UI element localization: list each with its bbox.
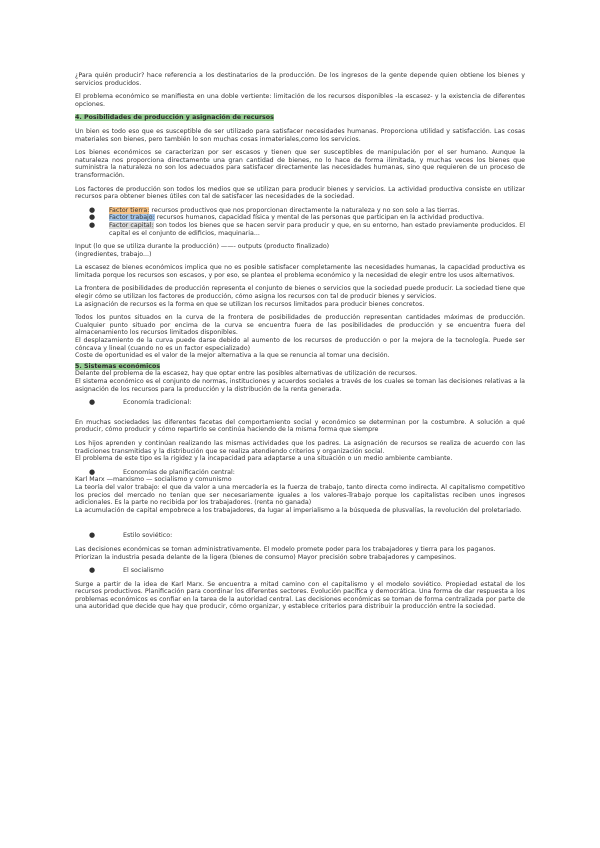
factor-text: recursos humanos, capacidad física y mental de las personas que participan en la actividad productiva. [154,214,485,222]
paragraph-bienes-economicos: Los bienes económicos se caracterizan por ser escasos y tienen que ser susceptibles de manipulación por el ser humano. Aunque la naturaleza nos proporciona directamente una gran cantidad de bienes, no lo hace de forma ilimitada, y muchas veces los bienes que suministra la naturaleza no son los adecuados para satisfacer directamente las necesidades humanas, sino que requieren de un proceso de transformación. [75,149,525,179]
factor-term: Factor trabajo: [109,214,155,222]
paragraph-input-output: Input (lo que se utiliza durante la producción) ——- outputs (producto finalizado) [75,243,330,251]
paragraph-bien: Un bien es todo eso que es susceptible de ser utilizado para satisfacer necesidades humanas. Proporciona utilidad y satisfacción. Las cosas materiales son bienes, pero también lo son muchas cosas inmateriales,como los servicios. [75,127,525,143]
factor-text: son todos los bienes que se hacen servir para producir y que, en su entorno, han estado previamente producidos. El capital es el conjunto de edificios, maquinaria... [109,221,525,237]
subheading-text: Estilo soviético: [123,532,173,540]
subheading-socialismo [89,567,525,575]
bullet-icon: ● [89,467,96,476]
paragraph-decisiones-administrativas: Las decisiones económicas se toman administrativamente. El modelo promete poder para los trabajadores y tierra para los paganos. [75,545,496,553]
paragraph-rigidez: El problema de este tipo es la rigidez y la incapacidad para adaptarse a una situación o un medio ambiente cambiante. [75,455,453,463]
section-heading-5-text: 5. Sistemas económicos [75,362,161,370]
section-heading-4 [75,114,525,122]
paragraph-puntos-curva: Todos los puntos situados en la curva de la frontera de posibilidades de producción representan cantidades máximas de producción. Cualquier punto situado por encima de la curva se encuentra fuera de las posibilidades de producción y se encuentra fuera del almacenamiento los recursos limitados disponibles. [75,314,525,337]
paragraph-problema-economico: El problema económico se manifiesta en una doble vertiente: limitación de los recursos disponibles -la escasez- y la existencia de diferentes opciones. [75,93,525,108]
paragraph-teoria-valor: La teoría del valor trabajo: el que da valor a una mercadería es la fuerza de trabajo, tanto directa como indirecta. Al capitalismo competitivo los precios del mercado no tenían que ser necesariamente iguales a los valores-Trabajo porque los capitalistas reciben unos ingresos adicionales. Es la parte no recibida por los trabajadores. (renta no ganada) [75,483,525,507]
subheading-estilo-sovietico [89,532,525,540]
paragraph-para-quien: ¿Para quién producir? hace referencia a los destinatarios de la producción. De los ingresos de la gente depende quien obtiene los bienes y servicios producidos. [75,72,525,87]
paragraph-asignacion: La asignación de recursos es la forma en que se utilizan los recursos limitados para producir bienes concretos. [75,300,425,308]
subheading-economia-tradicional [89,399,525,407]
section-heading-4-text: 4. Posibilidades de producción y asignación de recursos [75,114,274,122]
list-item-factor-capital [89,222,525,237]
paragraph-escasez: La escasez de bienes económicos implica que no es posible satisfacer completamente las necesidades humanas, la capacidad productiva es limitada porque los recursos son escasos, y por eso, se plantea el problema económico y la necesidad de elegir entre los usos alternativos. [75,264,525,279]
factor-term: Factor capital: [109,221,154,229]
paragraph-coste-oportunidad: Coste de oportunidad es el valor de la mejor alternativa a la que se renuncia al tomar una decisión. [75,352,390,360]
paragraph-desplazamiento: El desplazamiento de la curva puede darse debido al aumento de los recursos de producción o por la mejora de la tecnología. Puede ser cóncava y lineal (cuando no es un factor especializado) [75,337,525,352]
paragraph-hijos: Los hijos aprenden y continúan realizando las mismas actividades que los padres. La asignación de recursos se realiza de acuerdo con las tradiciones transmitidas y la distribución que se realiza atendiendo criterios y organización social. [75,439,525,455]
factor-list [89,207,525,237]
paragraph-sistema-economico: El sistema económico es el conjunto de normas, instituciones y acuerdos sociales a través de los cuales se toman las decisiones relativas a la asignación de los recursos para la producción y la distribución de la renta generada. [75,378,525,393]
paragraph-acumulacion: La acumulación de capital empobrece a los trabajadores, da lugar al imperialismo a la búsqueda de plusvalías, la revolución del proletariado. [75,506,522,514]
paragraph-karl-marx: Karl Marx —marxismo — socialismo y comunismo [75,476,232,484]
factor-text: recursos productivos que nos proporcionan directamente la naturaleza y no son solo a las tierras. [149,206,460,214]
subheading-text: Economías de planificación central: [123,468,235,476]
paragraph-input-example: (ingredientes, trabajo...) [75,250,152,258]
bullet-icon: ● [89,566,96,575]
paragraph-costumbre: En muchas sociedades las diferentes facetas del comportamiento social y económico se determinan por la costumbre. A solución a qué producir, cómo producir y cómo repartirlo se continúa haciendo de la misma forma que siempre [75,418,525,434]
bullet-icon: ● [89,205,96,214]
paragraph-delante-escasez: Delante del problema de la escasez, hay que optar entre las posibles alternativas de utilización de recursos. [75,370,417,378]
subheading-text: Economía tradicional: [123,399,192,407]
bullet-icon: ● [89,531,96,540]
bullet-icon: ● [89,213,96,222]
paragraph-socialismo: Surge a partir de la idea de Karl Marx. Se encuentra a mitad camino con el capitalismo y el modelo soviético. Propiedad estatal de los recursos productivos. Planificación para coordinar los diferentes sectores. Evolución pacífica y democrática. Una forma de dar respuesta a los problemas económicos es confiar en la tarea de la autoridad central. Las decisiones económicas se toman de forma centralizada por parte de una autoridad que decide que hay que producir, cómo organizar, y establece criterios para distribuir la producción entre la sociedad. [75,580,525,611]
subheading-planificacion-central [89,469,525,477]
bullet-icon: ● [89,220,96,229]
paragraph-industria-pesada: Priorizan la industria pesada delante de la ligera (bienes de consumo) Mayor precisión sobre trabajadores y campesinos. [75,553,457,561]
bullet-icon: ● [89,398,96,407]
paragraph-factores-produccion: Los factores de producción son todos los medios que se utilizan para producir bienes y servicios. La actividad productiva consiste en utilizar recursos para obtener bienes útiles con tal de satisfacer las necesidades de la sociedad. [75,185,525,201]
subheading-text: El socialismo [123,567,164,575]
factor-term: Factor tierra: [109,206,150,214]
paragraph-frontera: La frontera de posibilidades de producción representa el conjunto de bienes o servicios que la sociedad puede producir. La sociedad tiene que elegir cómo se utilizan los factores de producción, cómo asigna los recursos con tal de producir bienes y servicios. [75,285,525,301]
list-item-factor-trabajo [89,214,525,222]
